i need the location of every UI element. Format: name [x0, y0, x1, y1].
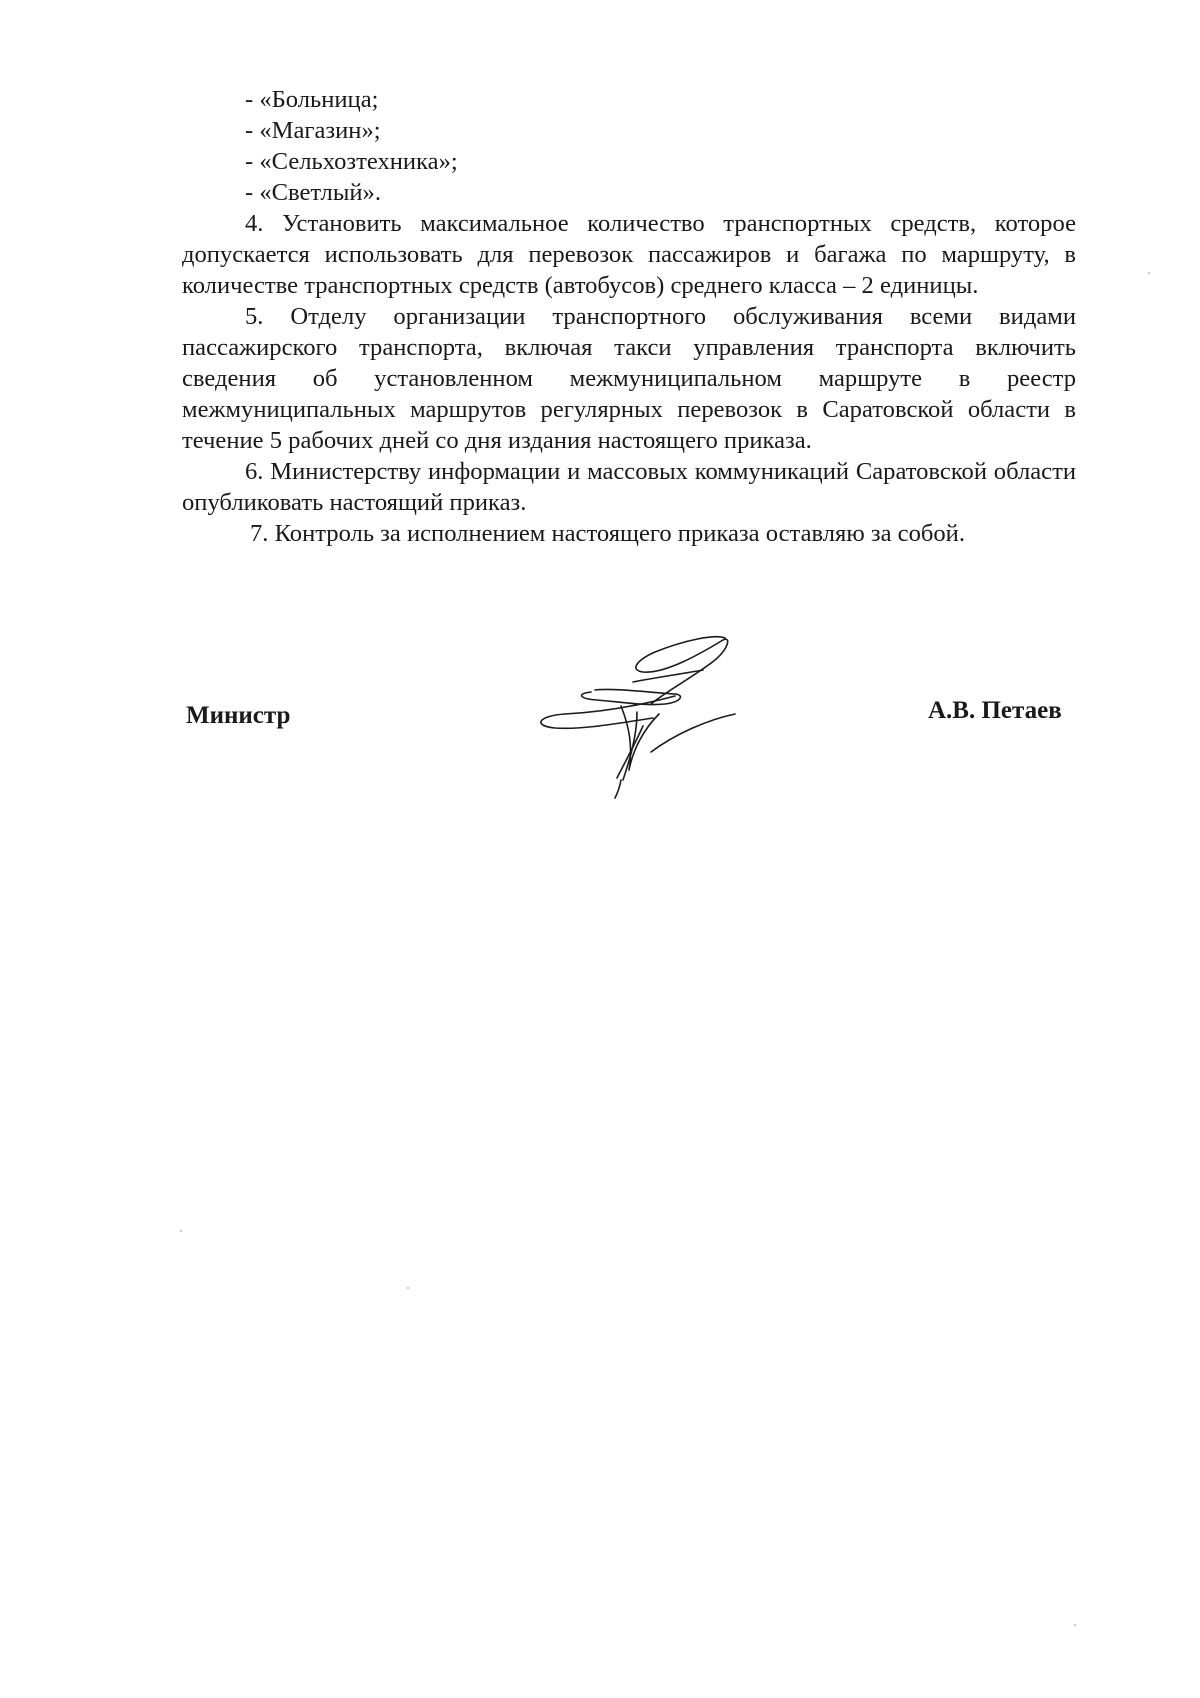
scan-speck [1074, 1624, 1076, 1626]
paragraph-7-control: 7. Контроль за исполнением настоящего приказа оставляю за собой. [250, 520, 965, 547]
paragraph-6-publication: 6. Министерству информации и массовых коммуникаций Саратовской области опубликовать настоящий приказ. [182, 458, 1076, 516]
handwritten-signature [525, 630, 765, 800]
signatory-title: Министр [186, 702, 291, 729]
scan-speck [407, 1287, 409, 1289]
scan-speck [1148, 272, 1150, 274]
document-body [182, 84, 1076, 549]
list-item-bolnitsa: - «Больница; [245, 86, 379, 113]
signatory-name: А.В. Петаев [928, 697, 1062, 724]
list-item-selkhoztekhnika: - «Сельхозтехника»; [245, 148, 458, 175]
list-item-magazin: - «Магазин»; [245, 117, 381, 144]
paragraph-4-vehicle-limit: 4. Установить максимальное количество транспортных средств, которое допускается использовать для перевозок пассажиров и багажа по маршруту, в количестве транспортных средств (автобусов) среднего класса – 2 единицы. [182, 210, 1076, 299]
paragraph-5-registry: 5. Отделу организации транспортного обслуживания всеми видами пассажирского транспорта, включая такси управления транспорта включить сведения об установленном межмуниципальном маршруте в реестр межмуниципальных маршрутов регулярных перевозок в Саратовской области в течение 5 рабочих дней со дня издания настоящего приказа. [182, 303, 1076, 454]
scan-speck [180, 1230, 182, 1232]
list-item-svetly: - «Светлый». [245, 179, 381, 206]
